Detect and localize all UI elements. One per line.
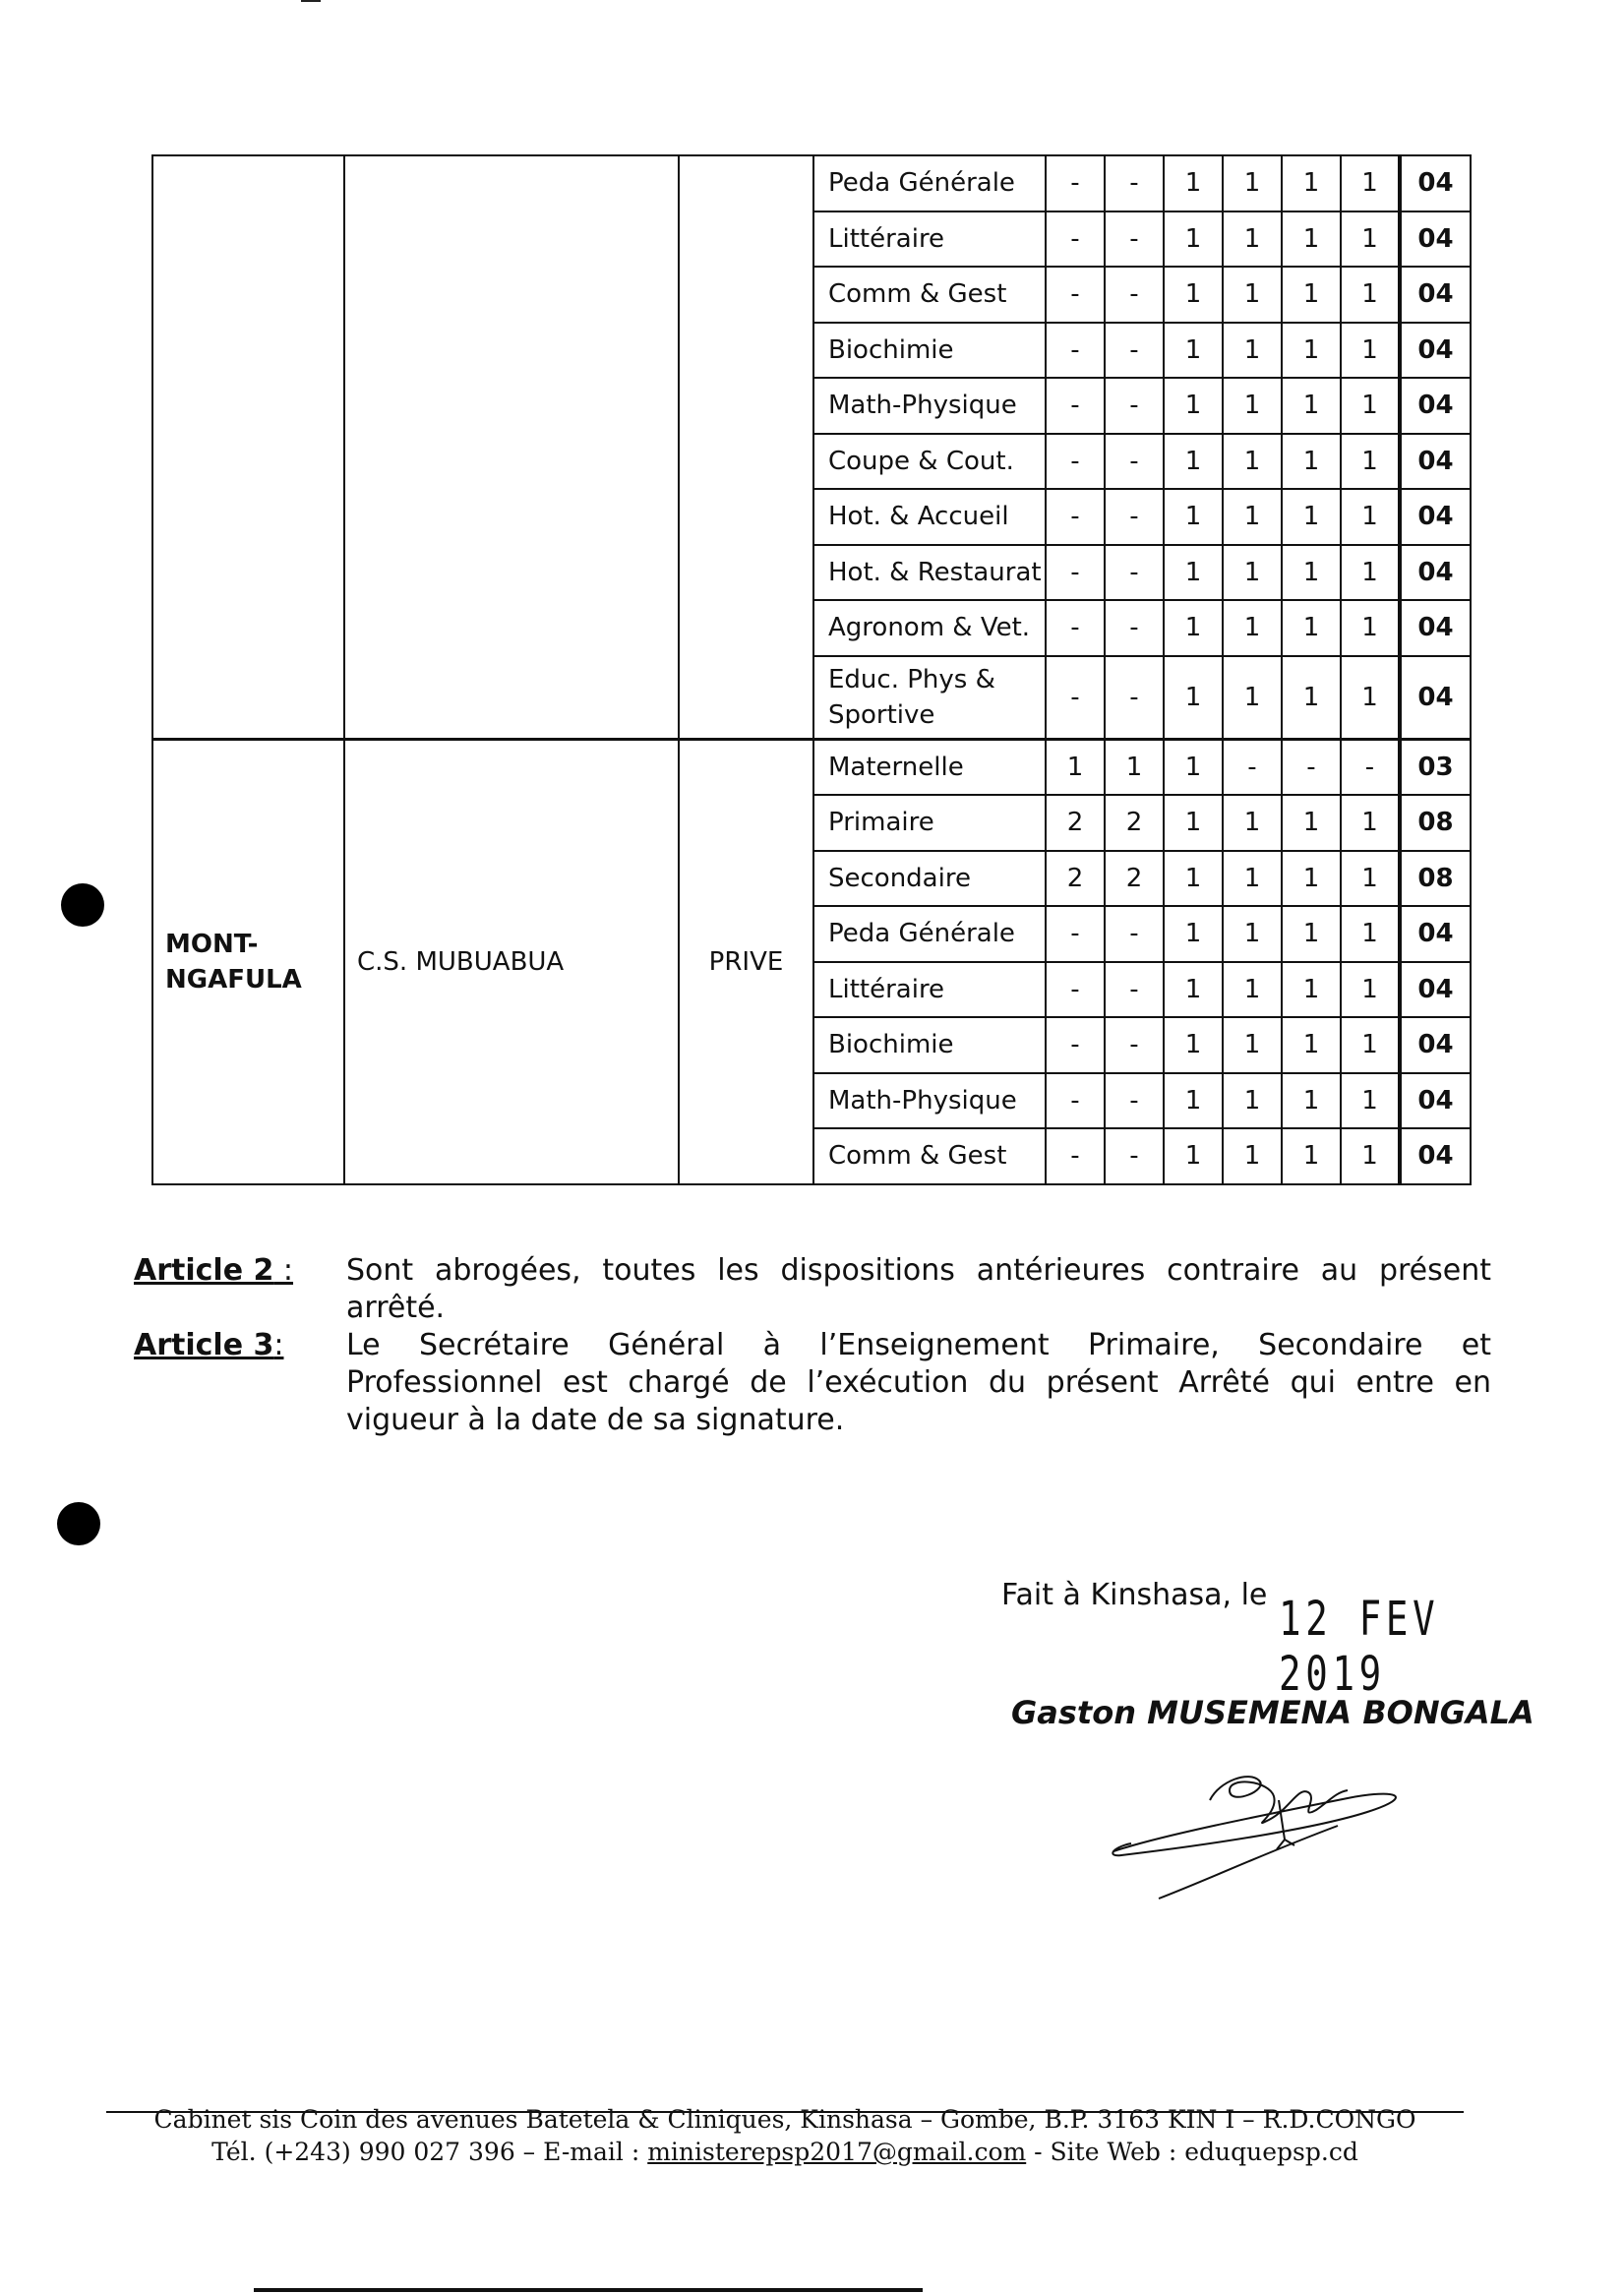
count-cell: 1 bbox=[1223, 656, 1282, 740]
total-cell: 08 bbox=[1400, 851, 1471, 907]
article-label: Article 2 bbox=[134, 1253, 274, 1288]
total-cell: 04 bbox=[1400, 267, 1471, 323]
count-cell: 1 bbox=[1223, 851, 1282, 907]
total-cell: 04 bbox=[1400, 906, 1471, 962]
count-cell: 1 bbox=[1164, 489, 1223, 545]
count-cell: 2 bbox=[1105, 851, 1164, 907]
count-cell: 1 bbox=[1282, 1073, 1341, 1129]
count-cell: - bbox=[1105, 906, 1164, 962]
count-cell: 1 bbox=[1223, 434, 1282, 490]
count-cell: 1 bbox=[1223, 795, 1282, 851]
total-cell: 08 bbox=[1400, 795, 1471, 851]
count-cell: 1 bbox=[1341, 656, 1400, 740]
count-cell: - bbox=[1046, 211, 1105, 268]
count-cell: 1 bbox=[1164, 851, 1223, 907]
punch-hole-top bbox=[61, 883, 104, 927]
count-cell: 1 bbox=[1164, 323, 1223, 379]
count-cell: 1 bbox=[1341, 545, 1400, 601]
total-cell: 04 bbox=[1400, 600, 1471, 656]
count-cell: 1 bbox=[1046, 739, 1105, 795]
option-cell: Math-Physique bbox=[813, 378, 1046, 434]
commune-cell: MONT- NGAFULA bbox=[152, 739, 344, 1184]
count-cell: - bbox=[1046, 489, 1105, 545]
bottom-rule bbox=[254, 2288, 923, 2292]
option-cell: Educ. Phys & Sportive bbox=[813, 656, 1046, 740]
total-cell: 04 bbox=[1400, 434, 1471, 490]
school-cell: C.S. MUBUABUA bbox=[344, 739, 679, 1184]
date-stamp: 12 FEV 2019 bbox=[1279, 1592, 1440, 1702]
count-cell: 1 bbox=[1341, 851, 1400, 907]
count-cell: 1 bbox=[1341, 906, 1400, 962]
count-cell: 1 bbox=[1282, 489, 1341, 545]
count-cell: 1 bbox=[1223, 155, 1282, 211]
count-cell: - bbox=[1046, 378, 1105, 434]
option-cell: Maternelle bbox=[813, 739, 1046, 795]
count-cell: 1 bbox=[1223, 489, 1282, 545]
count-cell: - bbox=[1046, 323, 1105, 379]
count-cell: 1 bbox=[1341, 378, 1400, 434]
count-cell: 1 bbox=[1282, 906, 1341, 962]
regime-cell: PRIVE bbox=[679, 739, 813, 1184]
count-cell: - bbox=[1046, 962, 1105, 1018]
count-cell: 2 bbox=[1046, 795, 1105, 851]
count-cell: 1 bbox=[1164, 1073, 1223, 1129]
count-cell: - bbox=[1223, 739, 1282, 795]
count-cell: - bbox=[1282, 739, 1341, 795]
count-cell: 1 bbox=[1164, 1017, 1223, 1073]
option-cell: Hot. & Restaurat bbox=[813, 545, 1046, 601]
total-cell: 04 bbox=[1400, 545, 1471, 601]
count-cell: 1 bbox=[1164, 267, 1223, 323]
count-cell: 1 bbox=[1164, 962, 1223, 1018]
count-cell: 1 bbox=[1341, 155, 1400, 211]
count-cell: 1 bbox=[1223, 323, 1282, 379]
count-cell: 1 bbox=[1341, 600, 1400, 656]
total-cell: 03 bbox=[1400, 739, 1471, 795]
count-cell: - bbox=[1046, 1128, 1105, 1184]
count-cell: - bbox=[1046, 1073, 1105, 1129]
total-cell: 04 bbox=[1400, 489, 1471, 545]
count-cell: 1 bbox=[1164, 434, 1223, 490]
count-cell: 1 bbox=[1341, 1073, 1400, 1129]
count-cell: 1 bbox=[1164, 600, 1223, 656]
count-cell: - bbox=[1046, 600, 1105, 656]
option-cell: Comm & Gest bbox=[813, 1128, 1046, 1184]
count-cell: 1 bbox=[1341, 795, 1400, 851]
count-cell: 1 bbox=[1223, 1128, 1282, 1184]
count-cell: - bbox=[1105, 545, 1164, 601]
count-cell: - bbox=[1046, 267, 1105, 323]
count-cell: 1 bbox=[1282, 211, 1341, 268]
footer-contact bbox=[106, 2136, 1464, 2168]
count-cell: 1 bbox=[1164, 211, 1223, 268]
count-cell: - bbox=[1046, 155, 1105, 211]
count-cell: - bbox=[1105, 1073, 1164, 1129]
count-cell: 1 bbox=[1223, 1017, 1282, 1073]
count-cell: - bbox=[1105, 656, 1164, 740]
table-row bbox=[152, 155, 1471, 211]
count-cell: 1 bbox=[1282, 155, 1341, 211]
count-cell: - bbox=[1046, 906, 1105, 962]
total-cell: 04 bbox=[1400, 155, 1471, 211]
signer-name: Gaston MUSEMENA BONGALA bbox=[1011, 1694, 1534, 1731]
count-cell: 1 bbox=[1164, 1128, 1223, 1184]
handwritten-signature bbox=[1102, 1741, 1426, 1908]
footer-address: Cabinet sis Coin des avenues Batetela & Cliniques, Kinshasa – Gombe, B.P. 3163 KIN I – R.D.CONGO bbox=[153, 2105, 1416, 2134]
total-cell: 04 bbox=[1400, 1017, 1471, 1073]
count-cell: 1 bbox=[1164, 656, 1223, 740]
count-cell: 1 bbox=[1164, 739, 1223, 795]
count-cell: - bbox=[1105, 1128, 1164, 1184]
count-cell: 1 bbox=[1341, 1017, 1400, 1073]
count-cell: 1 bbox=[1282, 851, 1341, 907]
count-cell: - bbox=[1046, 1017, 1105, 1073]
empty-merged-cell bbox=[152, 155, 344, 739]
total-cell: 04 bbox=[1400, 378, 1471, 434]
count-cell: 1 bbox=[1282, 600, 1341, 656]
total-cell: 04 bbox=[1400, 211, 1471, 268]
count-cell: - bbox=[1105, 323, 1164, 379]
count-cell: 1 bbox=[1164, 795, 1223, 851]
option-cell: Coupe & Cout. bbox=[813, 434, 1046, 490]
count-cell: 1 bbox=[1105, 739, 1164, 795]
total-cell: 04 bbox=[1400, 1073, 1471, 1129]
option-cell: Littéraire bbox=[813, 211, 1046, 268]
count-cell: 2 bbox=[1105, 795, 1164, 851]
count-cell: 1 bbox=[1282, 267, 1341, 323]
count-cell: 2 bbox=[1046, 851, 1105, 907]
count-cell: - bbox=[1105, 211, 1164, 268]
count-cell: - bbox=[1341, 739, 1400, 795]
count-cell: 1 bbox=[1282, 962, 1341, 1018]
count-cell: - bbox=[1105, 155, 1164, 211]
table-row bbox=[152, 739, 1471, 795]
count-cell: - bbox=[1105, 378, 1164, 434]
option-cell: Biochimie bbox=[813, 323, 1046, 379]
count-cell: 1 bbox=[1282, 545, 1341, 601]
count-cell: - bbox=[1105, 434, 1164, 490]
option-cell: Hot. & Accueil bbox=[813, 489, 1046, 545]
article-label: Article 3 bbox=[134, 1328, 274, 1362]
count-cell: 1 bbox=[1341, 962, 1400, 1018]
count-cell: - bbox=[1105, 962, 1164, 1018]
total-cell: 04 bbox=[1400, 1128, 1471, 1184]
count-cell: - bbox=[1105, 267, 1164, 323]
option-cell: Littéraire bbox=[813, 962, 1046, 1018]
count-cell: 1 bbox=[1341, 434, 1400, 490]
count-cell: 1 bbox=[1164, 378, 1223, 434]
count-cell: - bbox=[1105, 600, 1164, 656]
empty-merged-cell bbox=[344, 155, 679, 739]
count-cell: 1 bbox=[1164, 906, 1223, 962]
option-cell: Secondaire bbox=[813, 851, 1046, 907]
count-cell: - bbox=[1046, 434, 1105, 490]
option-cell: Math-Physique bbox=[813, 1073, 1046, 1129]
footer-tel: Tél. (+243) 990 027 396 – E-mail : bbox=[211, 2138, 648, 2166]
count-cell: 1 bbox=[1223, 267, 1282, 323]
option-cell: Comm & Gest bbox=[813, 267, 1046, 323]
option-cell: Peda Générale bbox=[813, 155, 1046, 211]
article-colon: : bbox=[273, 1328, 284, 1362]
count-cell: 1 bbox=[1341, 323, 1400, 379]
count-cell: 1 bbox=[1223, 545, 1282, 601]
allocation-table bbox=[151, 154, 1472, 1185]
count-cell: - bbox=[1046, 656, 1105, 740]
count-cell: 1 bbox=[1341, 489, 1400, 545]
option-cell: Agronom & Vet. bbox=[813, 600, 1046, 656]
count-cell: 1 bbox=[1223, 906, 1282, 962]
count-cell: 1 bbox=[1164, 155, 1223, 211]
count-cell: 1 bbox=[1282, 434, 1341, 490]
total-cell: 04 bbox=[1400, 962, 1471, 1018]
article-text: Sont abrogées, toutes les dispositions antérieures contraire au présent arrêté. bbox=[346, 1253, 1491, 1325]
footer-site: - Site Web : eduquepsp.cd bbox=[1026, 2138, 1358, 2166]
option-cell: Biochimie bbox=[813, 1017, 1046, 1073]
count-cell: 1 bbox=[1223, 1073, 1282, 1129]
empty-merged-cell bbox=[679, 155, 813, 739]
count-cell: - bbox=[1105, 1017, 1164, 1073]
count-cell: - bbox=[1046, 545, 1105, 601]
total-cell: 04 bbox=[1400, 323, 1471, 379]
total-cell: 04 bbox=[1400, 656, 1471, 740]
footer bbox=[106, 2103, 1464, 2168]
count-cell: 1 bbox=[1223, 600, 1282, 656]
article-text: Le Secrétaire Général à l’Enseignement Primaire, Secondaire et Professionnel est chargé de l’exécution du présent Arrêté qui entre en vigueur à la date de sa signature. bbox=[346, 1328, 1491, 1437]
count-cell: 1 bbox=[1282, 378, 1341, 434]
scan-mark bbox=[301, 0, 321, 2]
count-cell: 1 bbox=[1341, 211, 1400, 268]
count-cell: 1 bbox=[1223, 378, 1282, 434]
count-cell: 1 bbox=[1282, 1128, 1341, 1184]
punch-hole-bottom bbox=[57, 1502, 100, 1545]
option-cell: Primaire bbox=[813, 795, 1046, 851]
count-cell: 1 bbox=[1223, 211, 1282, 268]
count-cell: 1 bbox=[1282, 323, 1341, 379]
count-cell: - bbox=[1105, 489, 1164, 545]
count-cell: 1 bbox=[1282, 795, 1341, 851]
option-cell: Peda Générale bbox=[813, 906, 1046, 962]
place-line: Fait à Kinshasa, le bbox=[1001, 1578, 1268, 1612]
article-colon: : bbox=[273, 1253, 294, 1288]
count-cell: 1 bbox=[1223, 962, 1282, 1018]
email-link[interactable]: ministerepsp2017@gmail.com bbox=[647, 2138, 1027, 2166]
count-cell: 1 bbox=[1341, 1128, 1400, 1184]
count-cell: 1 bbox=[1282, 656, 1341, 740]
count-cell: 1 bbox=[1282, 1017, 1341, 1073]
count-cell: 1 bbox=[1164, 545, 1223, 601]
count-cell: 1 bbox=[1341, 267, 1400, 323]
